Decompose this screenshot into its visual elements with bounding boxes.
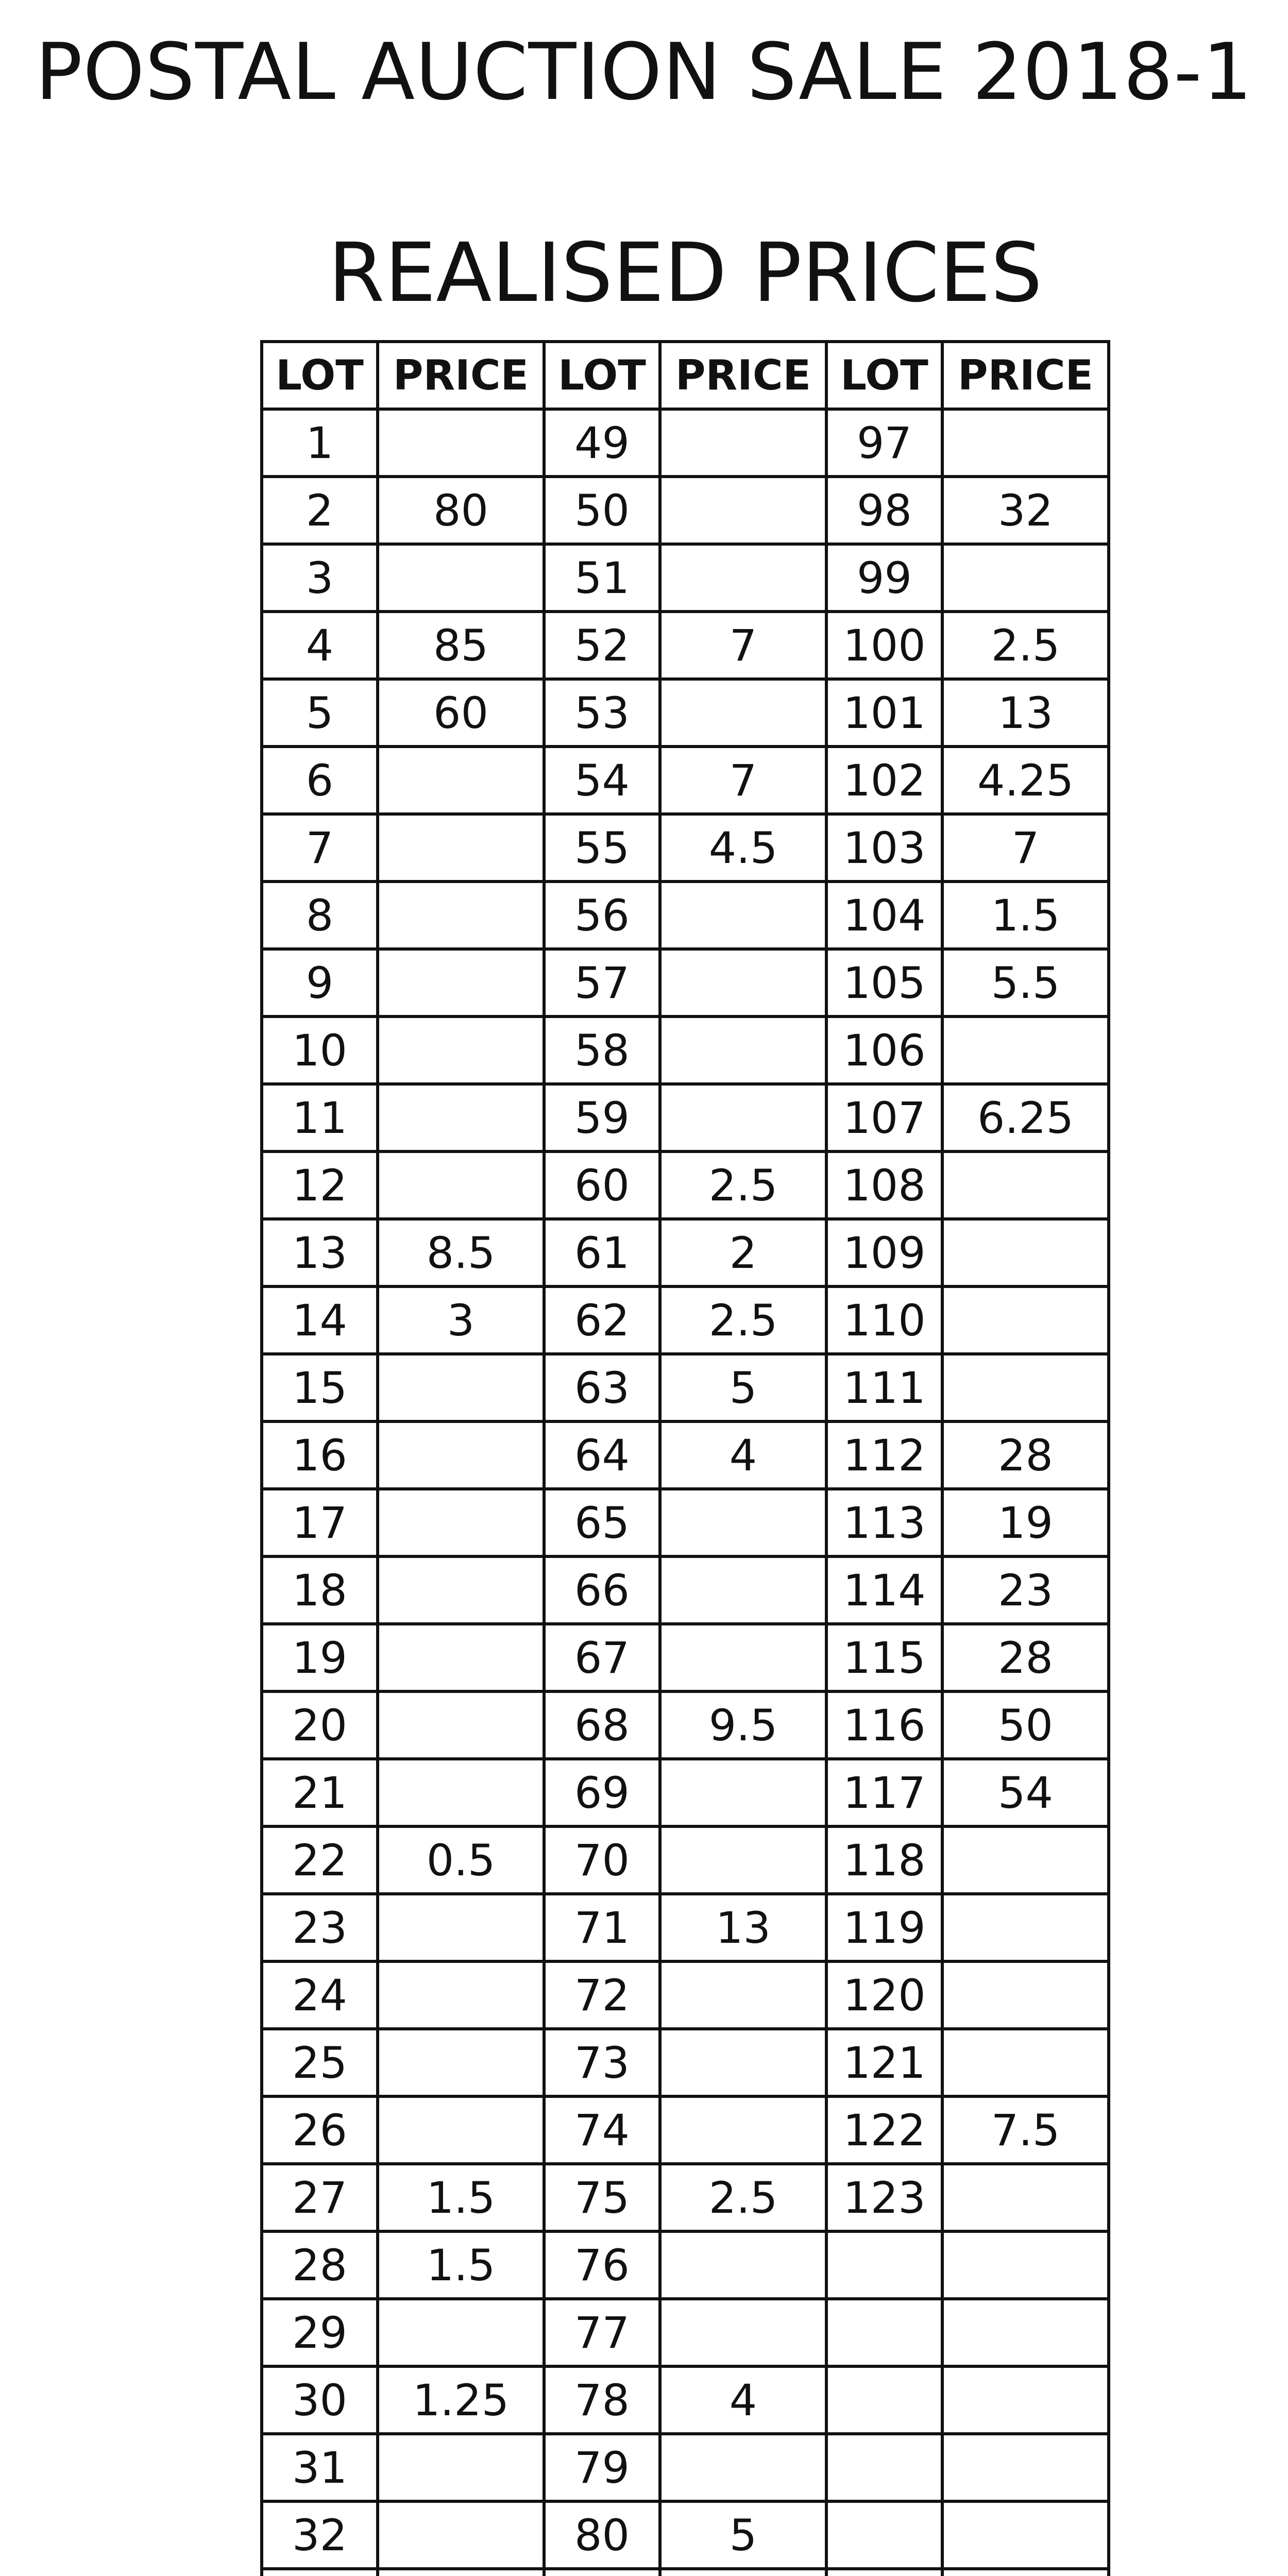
price-cell	[942, 1826, 1109, 1894]
lot-cell: 59	[544, 1084, 660, 1151]
price-cell	[378, 2434, 544, 2501]
lot-cell: 60	[544, 1151, 660, 1219]
price-cell	[660, 409, 826, 477]
lot-cell: 53	[544, 679, 660, 747]
price-cell	[378, 2569, 544, 2576]
lot-cell: 4	[262, 612, 378, 679]
table-row	[262, 1421, 1109, 1489]
lot-cell: 100	[826, 612, 942, 679]
lot-cell	[826, 2366, 942, 2434]
lot-cell: 29	[262, 2299, 378, 2366]
price-cell: 28	[942, 1421, 1109, 1489]
lot-cell: 12	[262, 1151, 378, 1219]
lot-cell: 22	[262, 1826, 378, 1894]
price-cell: 1.5	[378, 2231, 544, 2299]
lot-cell: 69	[544, 1759, 660, 1826]
price-cell: 2.5	[942, 612, 1109, 679]
lot-cell: 98	[826, 477, 942, 544]
price-cell: 60	[378, 679, 544, 747]
lot-cell: 115	[826, 1624, 942, 1691]
price-cell	[378, 814, 544, 882]
lot-cell: 67	[544, 1624, 660, 1691]
price-cell: 1.5	[378, 2164, 544, 2231]
price-cell	[378, 1691, 544, 1759]
price-cell	[378, 2299, 544, 2366]
table-row	[262, 477, 1109, 544]
realised-prices-table	[260, 340, 1110, 2576]
price-cell	[378, 2029, 544, 2096]
price-cell	[378, 1016, 544, 1084]
price-cell	[660, 882, 826, 949]
lot-cell: 72	[544, 1961, 660, 2029]
lot-cell	[262, 2569, 378, 2576]
lot-cell: 65	[544, 1489, 660, 1556]
price-cell	[660, 1016, 826, 1084]
price-cell	[378, 1354, 544, 1421]
header-lot: LOT	[826, 342, 942, 409]
lot-cell: 26	[262, 2096, 378, 2164]
lot-cell: 76	[544, 2231, 660, 2299]
price-cell: 2	[660, 1219, 826, 1286]
price-cell: 4	[660, 1421, 826, 1489]
price-cell	[378, 409, 544, 477]
price-cell	[942, 2231, 1109, 2299]
price-cell: 7	[942, 814, 1109, 882]
price-cell: 2.5	[660, 1151, 826, 1219]
price-cell: 23	[942, 1556, 1109, 1624]
lot-cell: 9	[262, 949, 378, 1016]
price-cell: 80	[378, 477, 544, 544]
lot-cell: 11	[262, 1084, 378, 1151]
price-cell	[378, 2096, 544, 2164]
lot-cell: 74	[544, 2096, 660, 2164]
price-cell: 32	[942, 477, 1109, 544]
price-cell: 54	[942, 1759, 1109, 1826]
price-cell	[660, 1759, 826, 1826]
lot-cell: 58	[544, 1016, 660, 1084]
lot-cell: 78	[544, 2366, 660, 2434]
lot-cell: 101	[826, 679, 942, 747]
price-cell	[942, 1219, 1109, 1286]
table-row	[262, 544, 1109, 612]
table-row	[262, 2569, 1109, 2576]
price-cell: 50	[942, 1691, 1109, 1759]
price-cell	[942, 2029, 1109, 2096]
lot-cell: 17	[262, 1489, 378, 1556]
price-cell: 6.25	[942, 1084, 1109, 1151]
price-cell	[942, 409, 1109, 477]
price-cell	[942, 2299, 1109, 2366]
lot-cell: 68	[544, 1691, 660, 1759]
lot-cell: 77	[544, 2299, 660, 2366]
price-cell: 2.5	[660, 1286, 826, 1354]
lot-cell: 116	[826, 1691, 942, 1759]
table-row	[262, 1151, 1109, 1219]
lot-cell: 122	[826, 2096, 942, 2164]
lot-cell	[826, 2231, 942, 2299]
lot-cell: 1	[262, 409, 378, 477]
table-row	[262, 1624, 1109, 1691]
price-cell: 4.25	[942, 747, 1109, 814]
price-cell	[378, 1556, 544, 1624]
lot-cell: 51	[544, 544, 660, 612]
table-row	[262, 882, 1109, 949]
lot-cell: 15	[262, 1354, 378, 1421]
price-cell: 1.25	[378, 2366, 544, 2434]
lot-cell: 97	[826, 409, 942, 477]
price-cell	[378, 1894, 544, 1961]
price-cell	[660, 2434, 826, 2501]
lot-cell: 49	[544, 409, 660, 477]
lot-cell: 8	[262, 882, 378, 949]
price-cell	[660, 2569, 826, 2576]
table-row	[262, 1691, 1109, 1759]
price-cell: 1.5	[942, 882, 1109, 949]
lot-cell: 61	[544, 1219, 660, 1286]
table-row	[262, 1084, 1109, 1151]
header-row	[262, 342, 1109, 409]
table-row	[262, 814, 1109, 882]
lot-cell: 110	[826, 1286, 942, 1354]
price-cell: 28	[942, 1624, 1109, 1691]
lot-cell: 119	[826, 1894, 942, 1961]
price-cell: 7	[660, 747, 826, 814]
price-cell	[378, 949, 544, 1016]
price-cell: 9.5	[660, 1691, 826, 1759]
table-row	[262, 1826, 1109, 1894]
table-row	[262, 2366, 1109, 2434]
lot-cell: 114	[826, 1556, 942, 1624]
lot-cell: 54	[544, 747, 660, 814]
table-row	[262, 2299, 1109, 2366]
lot-cell: 73	[544, 2029, 660, 2096]
lot-cell: 113	[826, 1489, 942, 1556]
lot-cell: 14	[262, 1286, 378, 1354]
price-cell: 7.5	[942, 2096, 1109, 2164]
table-body	[262, 409, 1109, 2576]
lot-cell: 57	[544, 949, 660, 1016]
lot-cell: 71	[544, 1894, 660, 1961]
lot-cell	[826, 2434, 942, 2501]
table-row	[262, 1354, 1109, 1421]
lot-cell: 23	[262, 1894, 378, 1961]
price-cell	[378, 1084, 544, 1151]
price-cell	[378, 1489, 544, 1556]
price-cell: 2.5	[660, 2164, 826, 2231]
table-row	[262, 2501, 1109, 2569]
lot-cell: 80	[544, 2501, 660, 2569]
price-cell: 4.5	[660, 814, 826, 882]
price-cell	[378, 1624, 544, 1691]
lot-cell: 102	[826, 747, 942, 814]
price-cell	[942, 2366, 1109, 2434]
table-row	[262, 1286, 1109, 1354]
lot-cell: 7	[262, 814, 378, 882]
lot-cell: 31	[262, 2434, 378, 2501]
table-row	[262, 1759, 1109, 1826]
price-cell	[660, 1624, 826, 1691]
lot-cell	[826, 2299, 942, 2366]
lot-cell: 21	[262, 1759, 378, 1826]
price-cell	[942, 1961, 1109, 2029]
lot-cell: 70	[544, 1826, 660, 1894]
lot-cell: 55	[544, 814, 660, 882]
price-cell	[378, 1759, 544, 1826]
header-lot: LOT	[544, 342, 660, 409]
price-cell	[942, 2434, 1109, 2501]
price-cell	[660, 1556, 826, 1624]
lot-cell: 20	[262, 1691, 378, 1759]
lot-cell: 99	[826, 544, 942, 612]
lot-cell: 109	[826, 1219, 942, 1286]
table-row	[262, 409, 1109, 477]
lot-cell: 13	[262, 1219, 378, 1286]
lot-cell: 62	[544, 1286, 660, 1354]
table-row	[262, 747, 1109, 814]
lot-cell: 112	[826, 1421, 942, 1489]
lot-cell: 66	[544, 1556, 660, 1624]
lot-cell: 25	[262, 2029, 378, 2096]
table-row	[262, 1961, 1109, 2029]
price-cell	[942, 1286, 1109, 1354]
table-row	[262, 1016, 1109, 1084]
price-cell	[660, 2231, 826, 2299]
lot-cell: 103	[826, 814, 942, 882]
price-cell	[378, 1421, 544, 1489]
price-cell	[660, 1826, 826, 1894]
price-cell: 5	[660, 1354, 826, 1421]
lot-cell: 118	[826, 1826, 942, 1894]
price-cell	[660, 1084, 826, 1151]
table-row	[262, 2434, 1109, 2501]
price-cell: 13	[942, 679, 1109, 747]
table-row	[262, 2231, 1109, 2299]
lot-cell: 30	[262, 2366, 378, 2434]
price-cell	[942, 1151, 1109, 1219]
document-subtitle: REALISED PRICES	[328, 226, 1043, 320]
lot-cell: 111	[826, 1354, 942, 1421]
lot-cell: 10	[262, 1016, 378, 1084]
table-row	[262, 1219, 1109, 1286]
document-title: POSTAL AUCTION SALE 2018-1	[35, 26, 1253, 117]
price-cell	[378, 544, 544, 612]
price-cell	[660, 679, 826, 747]
lot-cell: 117	[826, 1759, 942, 1826]
lot-cell: 63	[544, 1354, 660, 1421]
lot-cell: 32	[262, 2501, 378, 2569]
table-row	[262, 2029, 1109, 2096]
lot-cell: 16	[262, 1421, 378, 1489]
price-cell	[378, 747, 544, 814]
price-cell	[378, 2501, 544, 2569]
lot-cell: 108	[826, 1151, 942, 1219]
lot-cell: 79	[544, 2434, 660, 2501]
table-row	[262, 612, 1109, 679]
lot-cell: 107	[826, 1084, 942, 1151]
lot-cell: 120	[826, 1961, 942, 2029]
table-row	[262, 949, 1109, 1016]
price-cell	[660, 1961, 826, 2029]
price-cell: 3	[378, 1286, 544, 1354]
price-cell: 7	[660, 612, 826, 679]
header-lot: LOT	[262, 342, 378, 409]
price-cell	[942, 1354, 1109, 1421]
table-row	[262, 1894, 1109, 1961]
lot-cell: 28	[262, 2231, 378, 2299]
lot-cell: 75	[544, 2164, 660, 2231]
lot-cell	[826, 2501, 942, 2569]
lot-cell: 64	[544, 1421, 660, 1489]
price-cell: 8.5	[378, 1219, 544, 1286]
table-row	[262, 1489, 1109, 1556]
price-cell	[660, 2029, 826, 2096]
lot-cell: 105	[826, 949, 942, 1016]
price-cell	[660, 1489, 826, 1556]
table-row	[262, 679, 1109, 747]
price-cell: 19	[942, 1489, 1109, 1556]
lot-cell: 121	[826, 2029, 942, 2096]
price-cell	[660, 2299, 826, 2366]
header-price: PRICE	[378, 342, 544, 409]
price-cell	[942, 2569, 1109, 2576]
price-cell	[942, 2164, 1109, 2231]
price-cell	[378, 1151, 544, 1219]
price-cell	[942, 1894, 1109, 1961]
price-cell: 13	[660, 1894, 826, 1961]
lot-cell: 19	[262, 1624, 378, 1691]
price-cell	[660, 2096, 826, 2164]
lot-cell: 50	[544, 477, 660, 544]
price-cell	[942, 1016, 1109, 1084]
price-cell	[378, 1961, 544, 2029]
lot-cell: 24	[262, 1961, 378, 2029]
header-price: PRICE	[660, 342, 826, 409]
lot-cell: 123	[826, 2164, 942, 2231]
table-row	[262, 1556, 1109, 1624]
price-cell: 5.5	[942, 949, 1109, 1016]
lot-cell: 27	[262, 2164, 378, 2231]
price-cell: 5	[660, 2501, 826, 2569]
price-cell: 0.5	[378, 1826, 544, 1894]
price-cell: 85	[378, 612, 544, 679]
lot-cell: 6	[262, 747, 378, 814]
price-cell: 4	[660, 2366, 826, 2434]
lot-cell: 5	[262, 679, 378, 747]
header-price: PRICE	[942, 342, 1109, 409]
price-cell	[660, 949, 826, 1016]
price-cell	[660, 477, 826, 544]
lot-cell	[826, 2569, 942, 2576]
price-cell	[942, 2501, 1109, 2569]
lot-cell	[544, 2569, 660, 2576]
lot-cell: 104	[826, 882, 942, 949]
price-cell	[660, 544, 826, 612]
table-row	[262, 2164, 1109, 2231]
lot-cell: 56	[544, 882, 660, 949]
lot-cell: 2	[262, 477, 378, 544]
lot-cell: 18	[262, 1556, 378, 1624]
lot-cell: 3	[262, 544, 378, 612]
lot-cell: 106	[826, 1016, 942, 1084]
price-cell	[378, 882, 544, 949]
table-row	[262, 2096, 1109, 2164]
price-cell	[942, 544, 1109, 612]
lot-cell: 52	[544, 612, 660, 679]
